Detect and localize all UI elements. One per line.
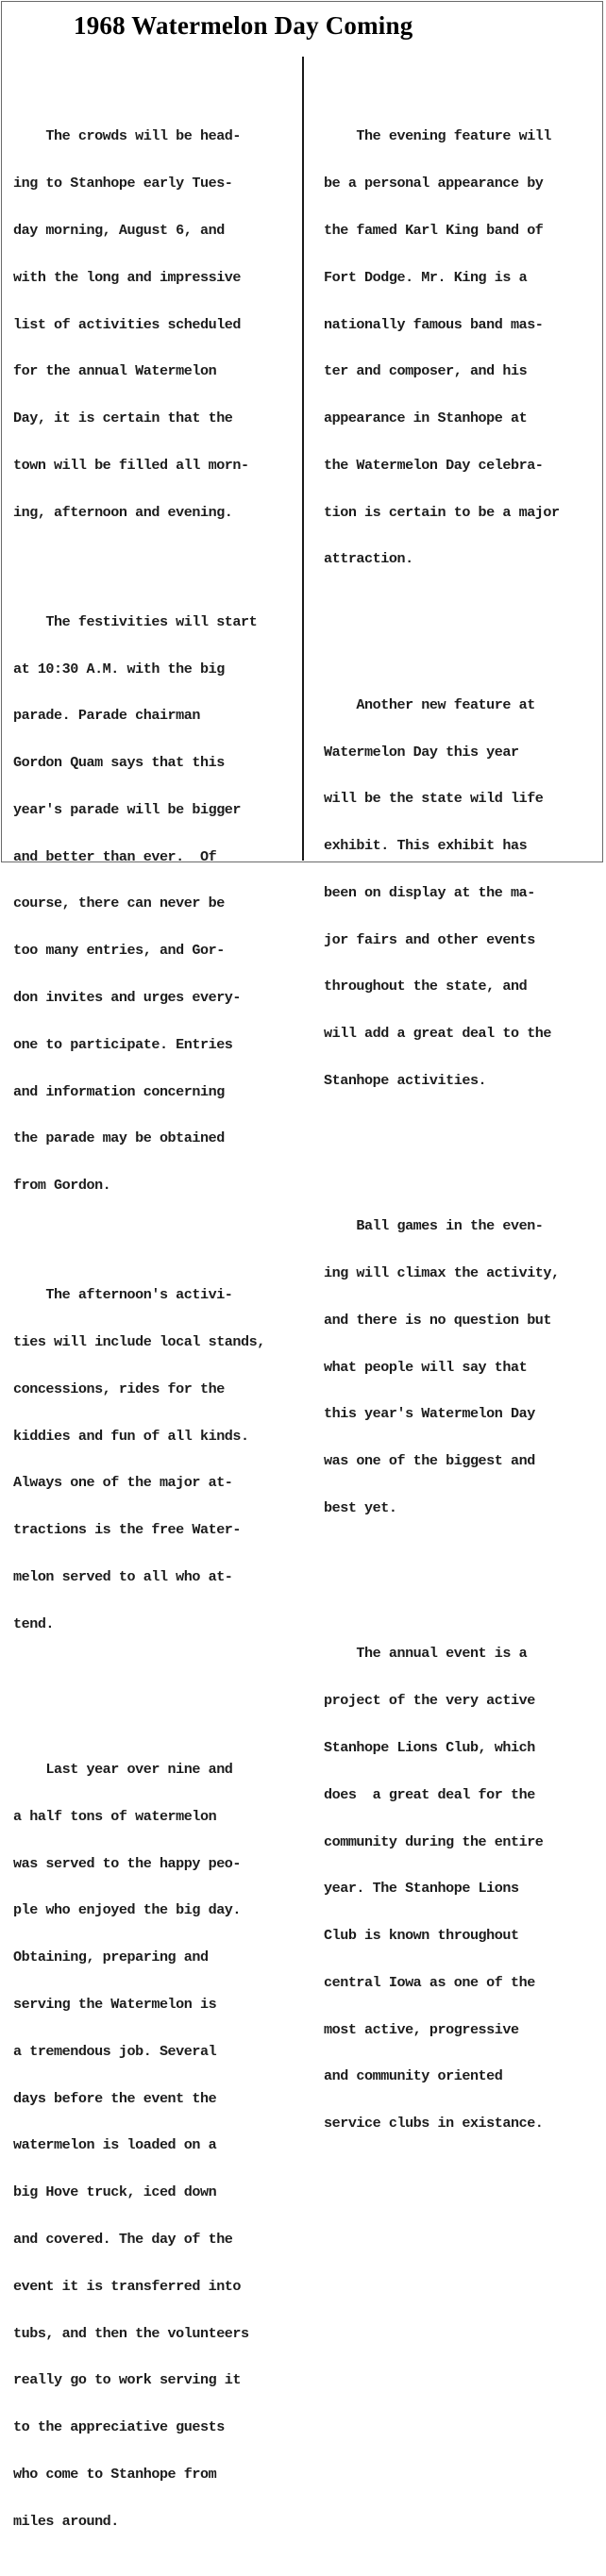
text-line: year's parade will be bigger <box>13 800 242 818</box>
text-line: a half tons of watermelon <box>13 1807 217 1825</box>
text-line: service clubs in existance. <box>324 2115 544 2133</box>
text-line: appearance in Stanhope at <box>324 410 528 427</box>
text-line: throughout the state, and <box>324 978 528 995</box>
paragraph <box>13 1731 265 2560</box>
text-line: a tremendous job. Several <box>13 2042 217 2060</box>
text-line: and better than ever. Of <box>13 847 217 865</box>
text-line: Another new feature at <box>324 695 535 713</box>
text-line: at 10:30 A.M. with the big <box>13 660 225 677</box>
text-line: and community oriented <box>324 2067 503 2085</box>
text-line: tubs, and then the volunteers <box>13 2324 249 2342</box>
text-line: parade. Parade chairman <box>13 707 200 725</box>
text-line: exhibit. This exhibit has <box>324 837 528 855</box>
column-divider <box>302 57 304 861</box>
text-line: ties will include local stands, <box>13 1333 265 1351</box>
text-line: day morning, August 6, and <box>13 221 225 239</box>
text-line: Fort Dodge. Mr. King is a <box>324 268 528 286</box>
text-line: and there is no question but <box>324 1311 552 1329</box>
paragraph <box>13 97 265 551</box>
text-line: list of activities scheduled <box>13 315 242 333</box>
text-line: was one of the biggest and <box>324 1452 535 1470</box>
text-line: serving the Watermelon is <box>13 1996 217 2014</box>
paragraph-gap <box>324 629 560 634</box>
text-line: The afternoon's activi- <box>13 1286 233 1304</box>
text-line: miles around. <box>13 2512 119 2530</box>
text-line: town will be filled all morn- <box>13 456 249 474</box>
text-line: ing, afternoon and evening. <box>13 503 233 521</box>
text-line: nationally famous band mas- <box>324 315 544 333</box>
text-line: for the annual Watermelon <box>13 362 217 380</box>
text-line: with the long and impressive <box>13 268 242 286</box>
text-line: ing will climax the activity, <box>324 1264 560 1282</box>
text-line: the Watermelon Day celebra- <box>324 456 544 474</box>
text-line: was served to the happy peo- <box>13 1854 242 1872</box>
text-line: and information concerning <box>13 1082 225 1100</box>
text-line: Stanhope Lions Club, which <box>324 1738 535 1756</box>
text-line: melon served to all who at- <box>13 1568 233 1585</box>
paragraph <box>13 583 265 1225</box>
text-line: most active, progressive <box>324 2020 519 2038</box>
headline: 1968 Watermelon Day Coming <box>74 11 413 40</box>
text-line: The annual event is a <box>324 1645 528 1663</box>
text-line: this year's Watermelon Day <box>324 1405 535 1423</box>
text-line: big Hove truck, iced down <box>13 2183 217 2201</box>
text-line: Ball games in the even- <box>324 1217 544 1235</box>
text-line: been on display at the ma- <box>324 883 535 901</box>
paragraph-gap <box>13 1695 265 1699</box>
text-line: Obtaining, preparing and <box>13 1949 209 1966</box>
text-line: watermelon is loaded on a <box>13 2136 217 2154</box>
text-line: who come to Stanhope from <box>13 2465 217 2483</box>
paragraph <box>13 1256 265 1663</box>
text-line: ing to Stanhope early Tues- <box>13 175 233 192</box>
text-line: Club is known throughout <box>324 1927 519 1945</box>
paragraph-gap <box>324 1151 560 1156</box>
text-line: year. The Stanhope Lions <box>324 1880 519 1898</box>
text-line: course, there can never be <box>13 895 225 912</box>
text-line: the parade may be obtained <box>13 1129 225 1147</box>
text-line: really go to work serving it <box>13 2371 242 2389</box>
text-line: one to participate. Entries <box>13 1035 233 1053</box>
text-line: the famed Karl King band of <box>324 221 544 239</box>
text-line: Always one of the major at- <box>13 1474 233 1492</box>
text-line: to the appreciative guests <box>13 2418 225 2436</box>
paragraph <box>324 97 560 598</box>
paragraph <box>324 1614 560 2163</box>
text-line: will be the state wild life <box>324 790 544 808</box>
text-line: ple who enjoyed the big day. <box>13 1901 242 1919</box>
text-line: The festivities will start <box>13 612 258 630</box>
text-line: event it is transferred into <box>13 2277 242 2295</box>
text-line: attraction. <box>324 550 413 568</box>
text-line: The crowds will be head- <box>13 127 242 145</box>
text-line: don invites and urges every- <box>13 989 242 1007</box>
text-line: days before the event the <box>13 2089 217 2107</box>
article-column-right <box>324 66 560 2179</box>
text-line: project of the very active <box>324 1692 535 1710</box>
article-column-left <box>13 66 265 2576</box>
text-line: central Iowa as one of the <box>324 1973 535 1991</box>
text-line: Last year over nine and <box>13 1761 233 1779</box>
paragraph <box>324 1187 560 1547</box>
text-line: tend. <box>13 1614 55 1632</box>
paragraph-gap <box>324 1579 560 1583</box>
text-line: Stanhope activities. <box>324 1072 487 1089</box>
text-line: Watermelon Day this year <box>324 743 519 761</box>
text-line: tion is certain to be a major <box>324 503 560 521</box>
text-line: Day, it is certain that the <box>13 410 233 427</box>
text-line: tractions is the free Water- <box>13 1521 242 1539</box>
text-line: does a great deal for the <box>324 1785 535 1803</box>
text-line: and covered. The day of the <box>13 2230 233 2248</box>
text-line: concessions, rides for the <box>13 1380 225 1397</box>
text-line: community during the entire <box>324 1832 544 1850</box>
text-line: too many entries, and Gor- <box>13 942 225 960</box>
paragraph <box>324 666 560 1120</box>
text-line: what people will say that <box>324 1358 528 1376</box>
text-line: best yet. <box>324 1499 397 1517</box>
text-line: jor fairs and other events <box>324 930 535 948</box>
text-line: from Gordon. <box>13 1177 111 1195</box>
text-line: will add a great deal to the <box>324 1025 552 1043</box>
text-line: The evening feature will <box>324 127 552 145</box>
text-line: ter and composer, and his <box>324 362 528 380</box>
text-line: kiddies and fun of all kinds. <box>13 1427 249 1445</box>
text-line: Gordon Quam says that this <box>13 754 225 772</box>
text-line: be a personal appearance by <box>324 175 544 192</box>
